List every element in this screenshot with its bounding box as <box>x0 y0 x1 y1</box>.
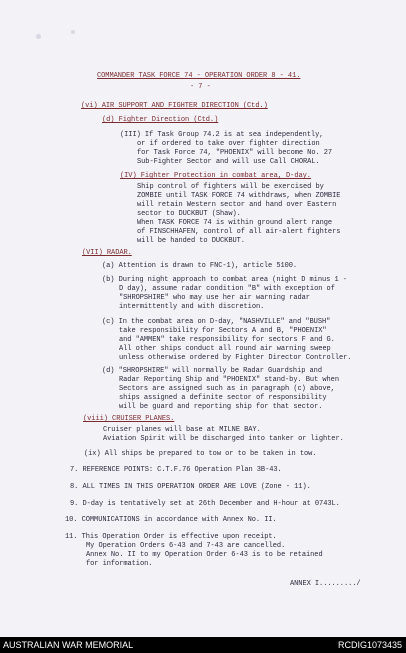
order-heading: COMMANDER TASK FORCE 74 - OPERATION ORDER 8 - 41. <box>97 72 301 80</box>
item-11-line: for information. <box>86 560 153 568</box>
paragraph-iv-line: will retain Western sector and hand over Eastern <box>137 201 337 209</box>
footer-source-label: AUSTRALIAN WAR MEMORIAL <box>3 640 134 650</box>
footer-record-id: RCDIG1073435 <box>337 640 402 650</box>
annex-reference: ANNEX I........./ <box>290 580 361 588</box>
paragraph-viii-line: Aviation Spirit will be discharged into tanker or lighter. <box>103 435 344 443</box>
paragraph-vii-d-line: Radar Reporting Ship and "PHOENIX" stand-by. But when <box>119 376 339 384</box>
item-7: 7. REFERENCE POINTS: C.T.F.76 Operation Plan 3B-43. <box>70 466 282 474</box>
item-11-line: Annex No. II to my Operation Order 6-43 is to be retained <box>86 551 323 559</box>
paragraph-vii-d-line: (d) "SHROPSHIRE" will normally be Radar Guardship and <box>102 367 322 375</box>
paragraph-vii-b-line: D day), assume radar condition "B" with exception of <box>119 285 335 293</box>
punch-hole-mark <box>71 30 75 34</box>
paragraph-vii-b-line: intermittently and with discretion. <box>119 303 265 311</box>
paragraph-iii-line: Sub-Fighter Sector and will use Call CHORAL. <box>137 158 320 166</box>
paragraph-iv-line: of FINSCHHAFEN, control of all air-alert fighters <box>137 228 341 236</box>
paragraph-ix: (ix) All ships be prepared to tow or to be taken in tow. <box>84 450 317 458</box>
paragraph-vii-c-line: and "AMMEN" take responsibility for sectors F and G. <box>119 336 335 344</box>
page-number: - 7 - <box>190 83 211 91</box>
item-10: 10. COMMUNICATIONS in accordance with Annex No. II. <box>65 516 277 524</box>
subsection-d-heading: (d) Fighter Direction (Ctd.) <box>102 116 219 124</box>
paragraph-vii-c-line: unless otherwise ordered by Fighter Director Controller. <box>119 354 352 362</box>
section-vi-heading: (vi) AIR SUPPORT AND FIGHTER DIRECTION (Ctd.) <box>81 102 268 110</box>
paragraph-iv-line: will be handed to DUCKBUT. <box>137 237 245 245</box>
paragraph-iii-line: (III) If Task Group 74.2 is at sea independently, <box>120 131 324 139</box>
paragraph-iv-line: Ship control of fighters will be exercised by <box>137 183 324 191</box>
item-9: 9. D-day is tentatively set at 26th December and H-hour at 0743L. <box>70 500 340 508</box>
paragraph-iii-line: or if ordered to take over fighter direction <box>137 140 320 148</box>
paragraph-vii-b-line: (b) During night approach to combat area (night D minus 1 - <box>102 276 347 284</box>
paragraph-iii-line: for Task Force 74, "PHOENIX" will become No. 27 <box>137 149 333 157</box>
section-viii-heading: (viii) CRUISER PLANES. <box>83 415 175 423</box>
paragraph-vii-b-line: "SHROPSHIRE" who may use her air warning radar <box>119 294 310 302</box>
paragraph-vii-c-line: (c) In the combat area on D-day, "NASHVILLE" and "BUSH" <box>102 318 331 326</box>
paragraph-iv-line: sector to DUCKBUT (Shaw). <box>137 210 241 218</box>
paragraph-iv-line: When TASK FORCE 74 is within ground alert range <box>137 219 333 227</box>
archive-footer <box>0 637 406 653</box>
punch-hole-mark <box>36 34 41 39</box>
paragraph-vii-d-line: will be guard and reporting ship for that sector. <box>119 403 323 411</box>
paragraph-vii-a: (a) Attention is drawn to FNC-1), article 5100. <box>102 262 298 270</box>
item-8: 8. ALL TIMES IN THIS OPERATION ORDER ARE LOVE (Zone - 11). <box>70 483 311 491</box>
paragraph-vii-c-line: All other ships conduct all round air warning sweep <box>119 345 331 353</box>
paragraph-iv-heading: (IV) Fighter Protection in combat area, D-day. <box>120 172 311 180</box>
paragraph-vii-d-line: Sectors are assigned such as in paragraph (c) above, <box>119 385 335 393</box>
section-vii-heading: (VII) RADAR. <box>82 249 132 257</box>
item-11-line: My Operation Orders 6-43 and 7-43 are cancelled. <box>86 542 286 550</box>
paragraph-vii-d-line: ships assigned a definite sector of responsibility <box>119 394 327 402</box>
paragraph-iv-line: ZOMBIE until TASK FORCE 74 withdraws, when ZOMBIE <box>137 192 341 200</box>
paragraph-vii-c-line: take responsibility for Sectors A and B, "PHOENIX" <box>119 327 327 335</box>
paragraph-viii-line: Cruiser planes will base at MILNE BAY. <box>103 426 261 434</box>
item-11-line: 11. This Operation Order is effective upon receipt. <box>65 533 277 541</box>
